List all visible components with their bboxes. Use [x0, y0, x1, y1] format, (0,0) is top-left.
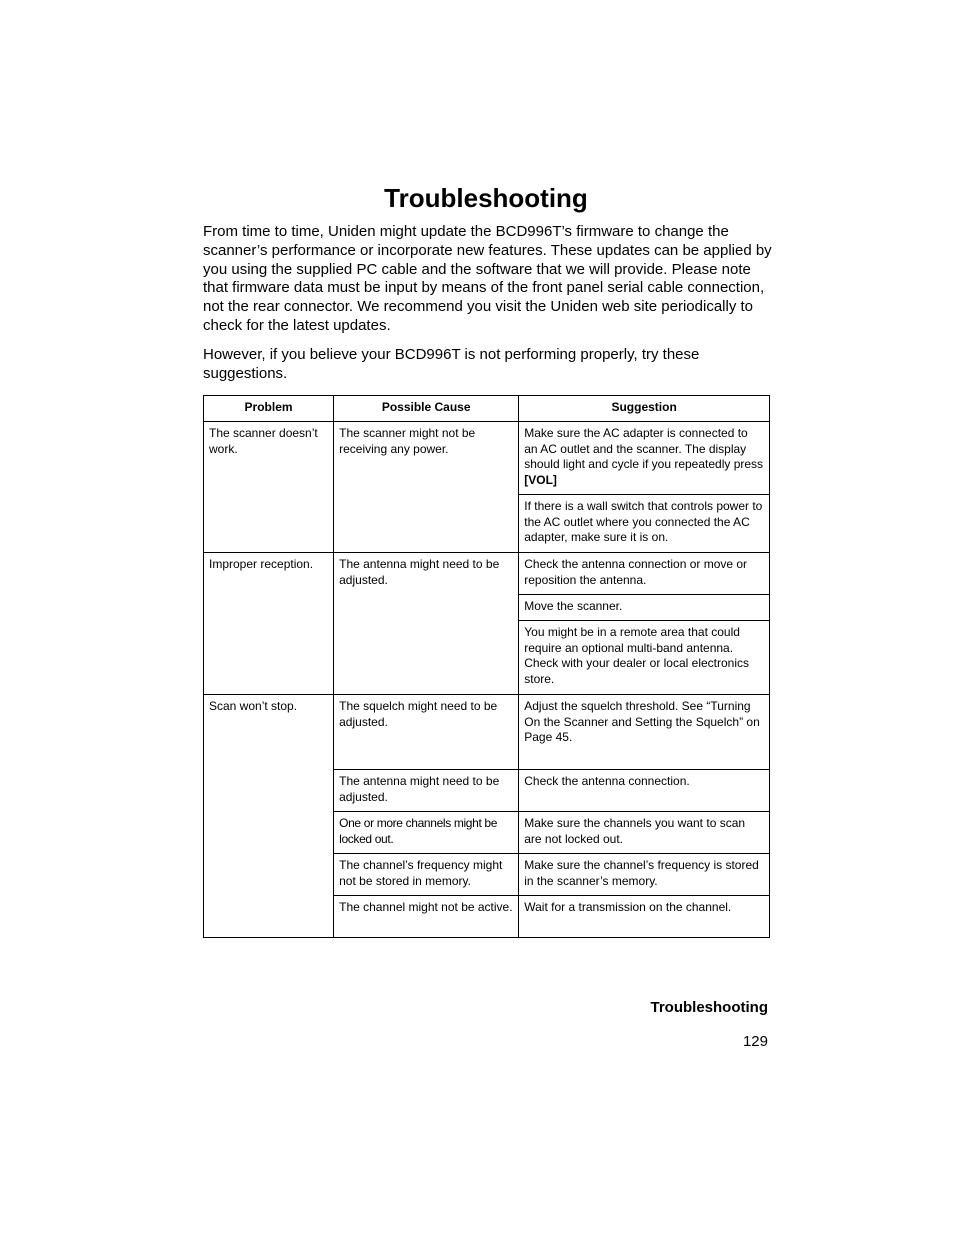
table-row — [204, 553, 770, 595]
followup-paragraph: However, if you believe your BCD996T is not performing properly, try these suggestions. — [203, 346, 700, 382]
troubleshooting-table — [203, 395, 770, 938]
problem-cell: Scan won’t stop. — [204, 695, 334, 938]
suggestion-cell — [519, 422, 770, 495]
suggestion-cell: Check the antenna connection. — [519, 770, 770, 812]
header-problem: Problem — [204, 396, 334, 422]
suggestion-text: Make sure the AC adapter is connected to an AC outlet and the scanner. The display should light and cycle if you repeatedly press — [524, 426, 764, 472]
page-number: 129 — [742, 1033, 768, 1050]
header-suggestion: Suggestion — [519, 396, 770, 422]
cause-cell: The squelch might need to be adjusted. — [334, 695, 519, 770]
suggestion-cell: Move the scanner. — [519, 595, 770, 621]
intro-paragraph: From time to time, Uniden might update the BCD996T’s firmware to change the scanner’s performance or incorporate new features. These updates can be applied by you using the supplied PC cable and the software that we will provide. Please note that firmware data must be input by means of the front panel serial cable connection, not the rear connector. We recommend you visit the Uniden web site periodically to check for the latest updates. — [203, 223, 772, 334]
cause-cell: The scanner might not be receiving any power. — [334, 422, 519, 553]
suggestion-cell: Wait for a transmission on the channel. — [519, 896, 770, 938]
cause-cell: The antenna might need to be adjusted. — [334, 553, 519, 695]
footer-section-label: Troubleshooting — [650, 999, 768, 1016]
vol-key-label: [VOL] — [524, 472, 557, 487]
cause-cell: The antenna might need to be adjusted. — [334, 770, 519, 812]
suggestion-cell: Make sure the channel’s frequency is stored in the scanner’s memory. — [519, 854, 770, 896]
suggestion-cell: You might be in a remote area that could require an optional multi-band antenna. Check with your dealer or local electronics store. — [519, 621, 770, 695]
problem-cell: The scanner doesn’t work. — [204, 422, 334, 553]
table-row — [204, 695, 770, 770]
table-header-row — [204, 396, 770, 422]
suggestion-cell: Check the antenna connection or move or reposition the antenna. — [519, 553, 770, 595]
header-possible-cause: Possible Cause — [334, 396, 519, 422]
suggestion-cell: Adjust the squelch threshold. See “Turning On the Scanner and Setting the Squelch” on Page 45. — [519, 695, 770, 770]
page-title: Troubleshooting — [384, 183, 588, 213]
cause-cell: One or more channels might be locked out. — [334, 812, 519, 854]
table-row — [204, 422, 770, 495]
problem-cell: Improper reception. — [204, 553, 334, 695]
cause-cell: The channel’s frequency might not be stored in memory. — [334, 854, 519, 896]
cause-cell: The channel might not be active. — [334, 896, 519, 938]
suggestion-cell: If there is a wall switch that controls power to the AC outlet where you connected the AC adapter, make sure it is on. — [519, 495, 770, 553]
suggestion-cell: Make sure the channels you want to scan are not locked out. — [519, 812, 770, 854]
